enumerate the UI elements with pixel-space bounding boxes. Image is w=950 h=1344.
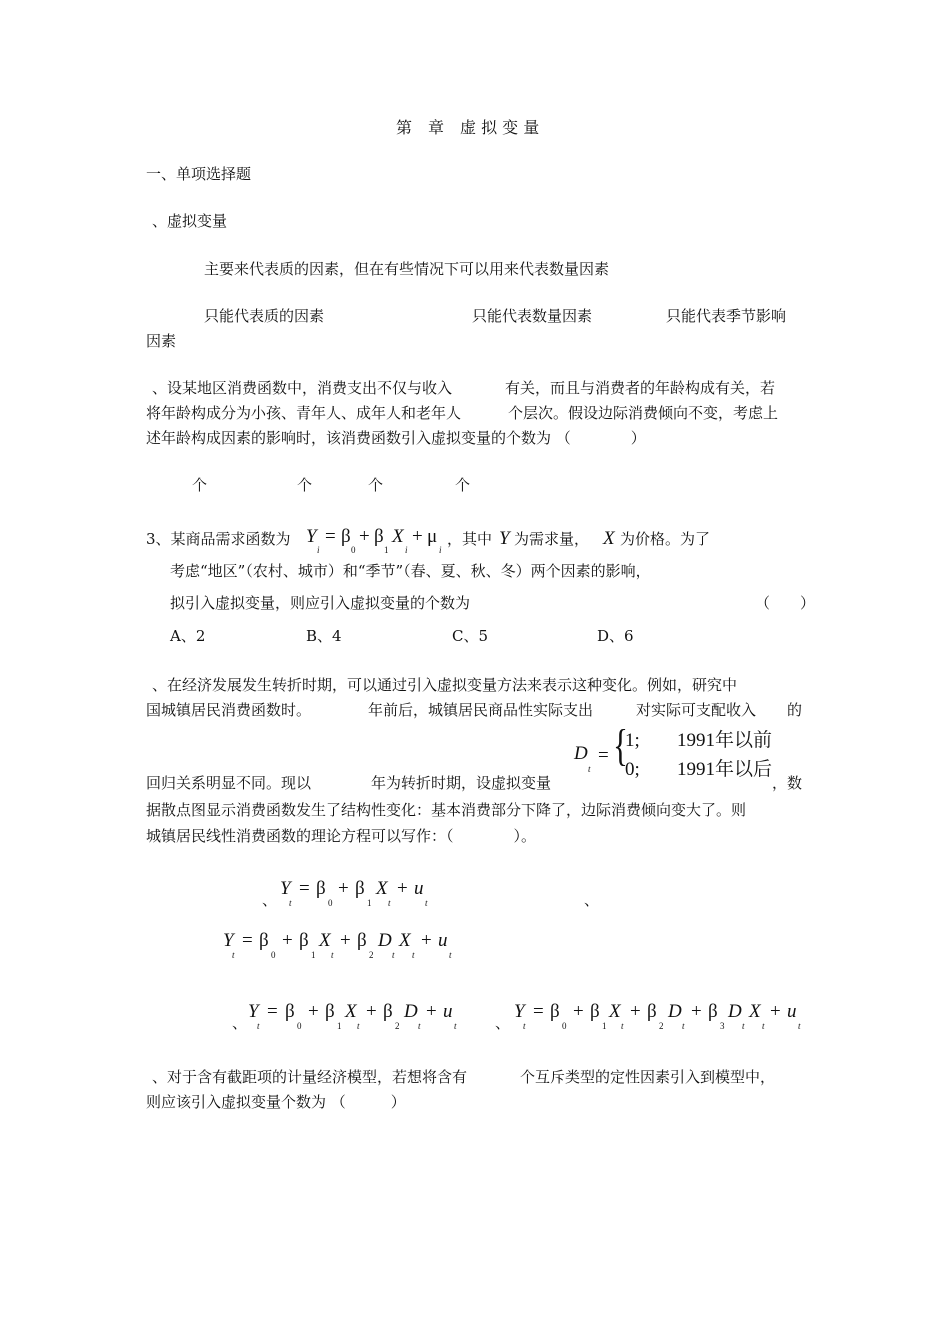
q2-answer-d: 个 [455,476,471,494]
formula-plus: + [426,1001,437,1022]
formula-plus: + [359,526,370,547]
formula-eq: = [533,1001,544,1022]
formula-mu: μ [427,526,438,547]
formula-sub: 3 [720,1021,725,1031]
formula-sub: t [392,950,395,960]
formula-beta: β [357,930,367,951]
formula-sub: 2 [369,950,374,960]
left-brace-icon: { [613,721,628,770]
formula-u: u [787,1001,797,1022]
formula-eq: = [267,1001,278,1022]
formula-X: X [392,526,404,547]
formula-sub: t [742,1021,745,1031]
formula-plus: + [770,1001,781,1022]
q3-answer-paren: （ ） [755,594,816,612]
formula-u: u [443,1001,453,1022]
q3-mid2: 为需求量， [514,530,590,548]
formula-beta: β [355,878,365,899]
q1-option-d-cont: 因素 [146,332,177,350]
option-separator: 、 [262,891,278,909]
q2-line2a: 将年龄构成分为小孩、青年人、成年人和老年人 [146,404,462,422]
formula-Y: Y [306,526,317,547]
formula-X: X [345,1001,357,1022]
formula-sub: t [449,950,452,960]
formula-eq: = [242,930,253,951]
formula-sub: t [588,764,591,774]
formula-sub: t [454,1021,457,1031]
formula-beta: β [325,1001,335,1022]
formula-sub: 0 [271,950,276,960]
formula-sub: 0 [562,1021,567,1031]
formula-plus: + [282,930,293,951]
piece-condition-before: 1991年以前 [677,730,773,751]
q3-prefix: 3、某商品需求函数为 [146,530,291,548]
formula-D: D [378,930,392,951]
formula-sub: t [425,898,428,908]
formula-eq: = [325,526,336,547]
formula-X: X [603,528,615,549]
q3-option-d[interactable]: D、6 [597,627,634,645]
q2-answer-b: 个 [297,476,313,494]
q3-line2: 考虑“地区”（农村、城市）和“季节”（春、夏、秋、冬）两个因素的影响， [170,562,651,580]
option-separator: 、 [495,1014,511,1032]
q2-line2b: 个层次。假设边际消费倾向不变，考虑上 [508,404,779,422]
formula-beta: β [285,1001,295,1022]
formula-beta: β [708,1001,718,1022]
formula-Y: Y [280,878,291,899]
formula-beta: β [383,1001,393,1022]
formula-sub: 1 [367,898,372,908]
q3-mid3: 为价格。为了 [620,530,711,548]
formula-sub: t [418,1021,421,1031]
formula-beta: β [374,526,384,547]
formula-sub: t [257,1021,260,1031]
formula-sub: 0 [328,898,333,908]
option-separator: 、 [232,1014,248,1032]
q1-option-c: 只能代表数量因素 [472,307,593,325]
q4-line3a: 回归关系明显不同。现以 [146,774,312,792]
formula-sub: t [523,1021,526,1031]
q3-mid1: ，其中 [447,530,493,548]
formula-sub: t [357,1021,360,1031]
formula-sub: 1 [337,1021,342,1031]
formula-sub: i [317,545,320,555]
q4-line1: 、在经济发展发生转折时期，可以通过引入虚拟变量方法来表示这种变化。例如，研究中 [152,676,738,694]
formula-sub: i [405,545,408,555]
formula-sub: 0 [297,1021,302,1031]
q3-option-c[interactable]: C、5 [452,627,489,645]
formula-beta: β [316,878,326,899]
formula-sub: t [762,1021,765,1031]
formula-X: X [749,1001,761,1022]
formula-sub: t [682,1021,685,1031]
q1-option-d: 只能代表季节影响 [666,307,787,325]
q3-option-a[interactable]: A、2 [170,627,206,645]
formula-plus: + [421,930,432,951]
formula-eq: = [598,745,609,766]
formula-plus: + [308,1001,319,1022]
formula-sub: 2 [659,1021,664,1031]
formula-sub: t [232,950,235,960]
q3-line3: 拟引入虚拟变量，则应引入虚拟变量的个数为 [170,594,471,612]
q5-line2: 则应该引入虚拟变量个数为 （ ） [146,1093,406,1111]
formula-plus: + [691,1001,702,1022]
formula-D: D [404,1001,418,1022]
q4-line3c: ，数 [772,774,803,792]
formula-u: u [438,930,448,951]
formula-beta: β [259,930,269,951]
formula-beta: β [341,526,351,547]
q4-line2a: 国城镇居民消费函数时。 [146,701,312,719]
formula-sub: 1 [311,950,316,960]
piece-condition-after: 1991年以后 [677,759,773,780]
q4-line2c: 对实际可支配收入 [636,701,757,719]
formula-D: D [668,1001,682,1022]
formula-X: X [376,878,388,899]
formula-sub: 2 [395,1021,400,1031]
q2-answer-c: 个 [368,476,384,494]
piece-value-0: 0; [625,759,640,780]
formula-beta: β [550,1001,560,1022]
formula-sub: 1 [602,1021,607,1031]
formula-X: X [399,930,411,951]
q2-line3: 述年龄构成因素的影响时，该消费函数引入虚拟变量的个数为 （ ） [146,429,646,447]
formula-plus: + [412,526,423,547]
formula-plus: + [397,878,408,899]
q1-option-a: 主要来代表质的因素，但在有些情况下可以用来代表数量因素 [204,260,610,278]
q5-line1a: 、对于含有截距项的计量经济模型，若想将含有 [152,1068,468,1086]
q2-line1a: 、设某地区消费函数中，消费支出不仅与收入 [152,379,453,397]
page-title: 第 章 虚 拟 变 量 [396,118,540,137]
formula-sub: t [289,898,292,908]
q4-line3b: 年为转折时期，设虚拟变量 [371,774,552,792]
q1-stem: 、虚拟变量 [152,212,228,230]
formula-eq: = [299,878,310,899]
formula-beta: β [647,1001,657,1022]
formula-plus: + [630,1001,641,1022]
q2-line1b: 有关，而且与消费者的年龄构成有关，若 [505,379,776,397]
formula-Y: Y [499,528,510,549]
q4-line4: 据散点图显示消费函数发生了结构性变化：基本消费部分下降了，边际消费倾向变大了。则 [146,801,747,819]
formula-sub: t [388,898,391,908]
q5-line1b: 个互斥类型的定性因素引入到模型中， [520,1068,776,1086]
formula-sub: t [621,1021,624,1031]
q4-line2d: 的 [787,701,803,719]
formula-sub: t [412,950,415,960]
q4-line2b: 年前后，城镇居民商品性实际支出 [368,701,594,719]
formula-beta: β [590,1001,600,1022]
formula-X: X [319,930,331,951]
formula-Y: Y [223,930,234,951]
formula-plus: + [366,1001,377,1022]
formula-plus: + [338,878,349,899]
formula-sub: t [331,950,334,960]
formula-u: u [414,878,424,899]
q4-line5: 城镇居民线性消费函数的理论方程可以写作：（ ）。 [146,827,537,845]
q2-answer-a: 个 [192,476,208,494]
formula-plus: + [340,930,351,951]
formula-Y: Y [514,1001,525,1022]
formula-D: D [574,743,588,764]
q1-option-b: 只能代表质的因素 [204,307,325,325]
formula-X: X [609,1001,621,1022]
section-heading: 一、单项选择题 [146,165,252,183]
formula-sub: i [439,545,442,555]
formula-sub: t [798,1021,801,1031]
formula-beta: β [299,930,309,951]
formula-plus: + [573,1001,584,1022]
formula-sub: 0 [351,545,356,555]
option-separator: 、 [584,891,600,909]
q3-option-b[interactable]: B、4 [306,627,342,645]
piece-value-1: 1; [625,730,640,751]
formula-Y: Y [248,1001,259,1022]
formula-D: D [728,1001,742,1022]
formula-sub: 1 [384,545,389,555]
